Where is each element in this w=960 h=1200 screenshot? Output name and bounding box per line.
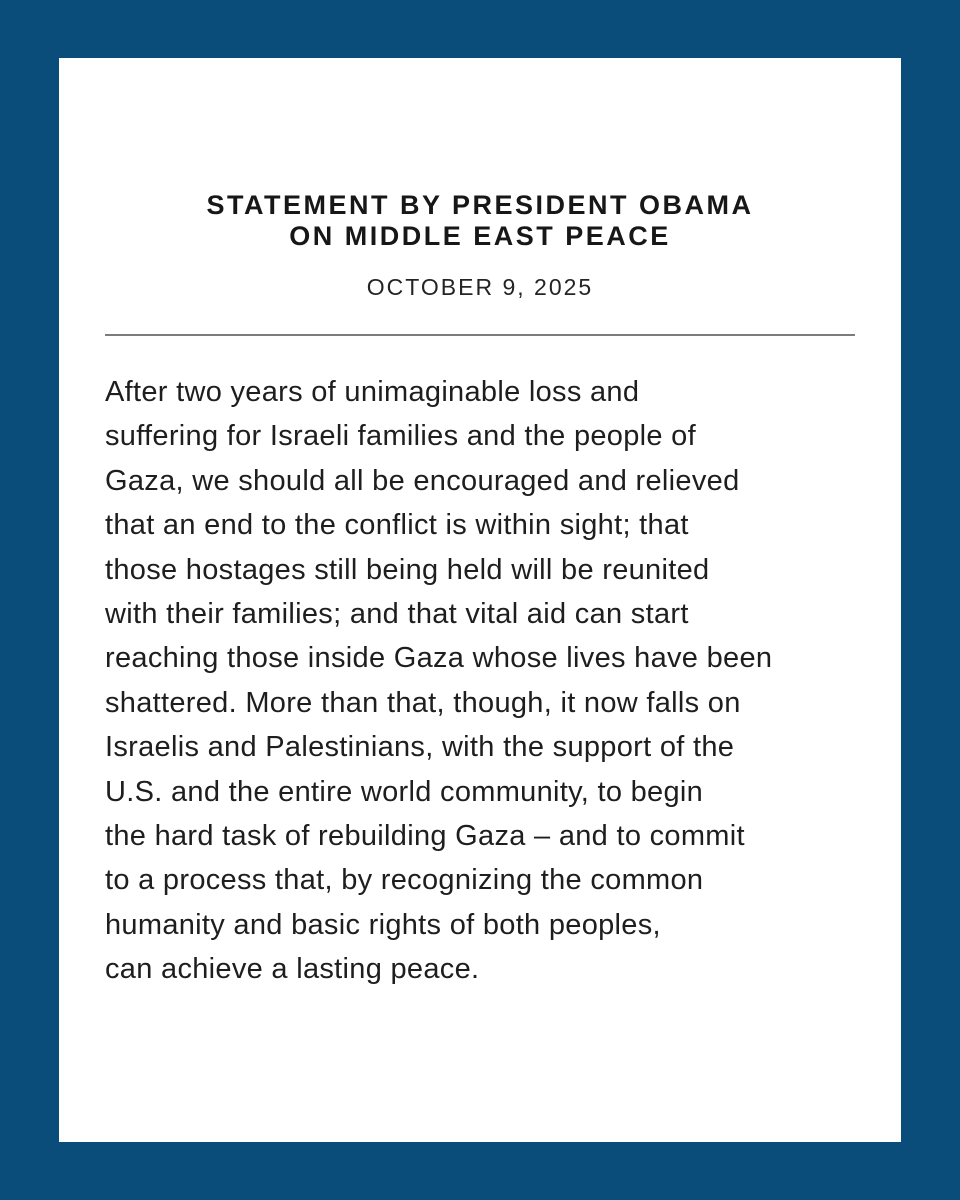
body-line: to a process that, by recognizing the common <box>105 864 704 897</box>
body-line: suffering for Israeli families and the people of <box>105 420 696 453</box>
body-line: shattered. More than that, though, it now falls on <box>105 686 741 719</box>
statement-card <box>59 58 901 1142</box>
title-line-1: STATEMENT BY PRESIDENT OBAMA <box>206 190 754 220</box>
body-line: those hostages still being held will be reunited <box>105 553 710 586</box>
statement-date: OCTOBER 9, 2025 <box>366 274 594 300</box>
body-line: the hard task of rebuilding Gaza – and to commit <box>105 820 745 853</box>
body-line: reaching those inside Gaza whose lives have been <box>105 642 773 675</box>
body-line: can achieve a lasting peace. <box>105 953 480 986</box>
body-line: Israelis and Palestinians, with the support of the <box>105 731 735 764</box>
body-line: Gaza, we should all be encouraged and relieved <box>105 464 740 497</box>
divider-rule <box>105 334 855 336</box>
body-line: that an end to the conflict is within sight; that <box>105 509 689 542</box>
page-title <box>105 190 855 252</box>
body-line: with their families; and that vital aid can start <box>105 598 689 631</box>
body-line: After two years of unimaginable loss and <box>105 376 640 408</box>
statement-body <box>105 370 855 992</box>
title-line-2: ON MIDDLE EAST PEACE <box>289 221 671 251</box>
body-line: humanity and basic rights of both peoples, <box>105 908 661 941</box>
body-line: U.S. and the entire world community, to begin <box>105 775 704 808</box>
